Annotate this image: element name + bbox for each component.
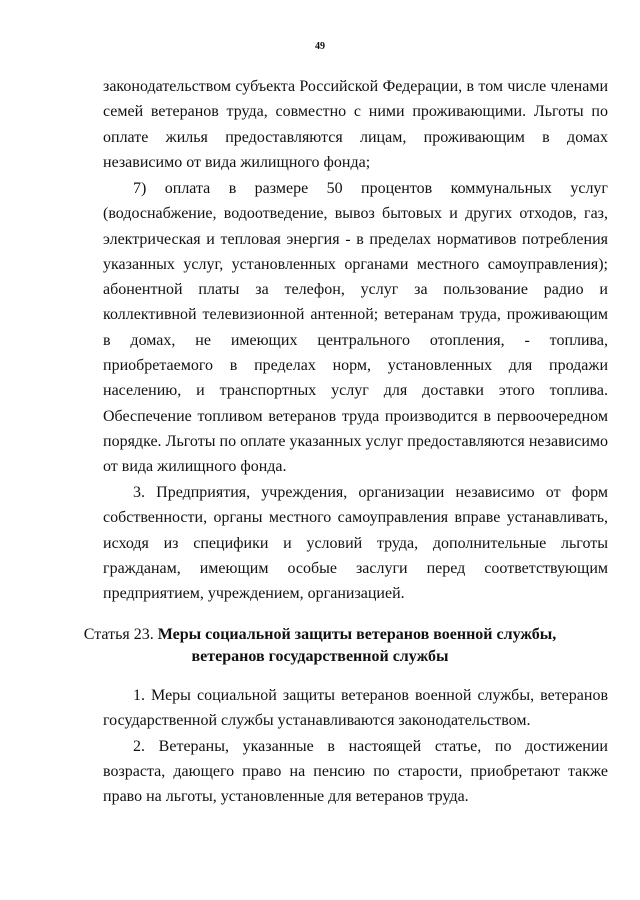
article-heading-line-2 bbox=[60, 646, 580, 668]
paragraph-continuation bbox=[103, 74, 608, 175]
text-line: абонентной платы за телефон, услуг за пользование радио и bbox=[103, 281, 608, 299]
text-line: в домах, не имеющих центрального отопления, - топлива, bbox=[103, 331, 608, 349]
text-line: коллективной телевизионной антенной; ветеранам труда, проживающим bbox=[103, 306, 608, 324]
paragraph-article-23 bbox=[103, 683, 608, 809]
text-line: Обеспечение топливом ветеранов труда производится в первоочередном bbox=[103, 407, 608, 425]
text-line: от вида жилищного фонда. bbox=[103, 458, 287, 476]
text-line: предприятием, учреждением, организацией. bbox=[103, 585, 405, 603]
text-line: исходя из специфики и условий труда, дополнительные льготы bbox=[103, 534, 608, 552]
text-line: приобретаемого в пределах норм, установленных для продажи bbox=[103, 357, 608, 375]
article-title-part-2: ветеранов государственной службы bbox=[191, 648, 449, 665]
text-line: независимо от вида жилищного фонда; bbox=[103, 153, 371, 171]
text-line: возраста, дающего право на пенсию по старости, приобретают также bbox=[103, 762, 608, 780]
text-line: 1. Меры социальной защиты ветеранов военной службы, ветеранов bbox=[133, 687, 608, 704]
text-line: 7) оплата в размере 50 процентов коммунальных услуг bbox=[133, 180, 608, 197]
text-line: населению, и транспортных услуг для доставки этого топлива. bbox=[103, 382, 608, 400]
text-line: 3. Предприятия, учреждения, организации независимо от форм bbox=[133, 484, 608, 501]
article-number: Статья 23. bbox=[83, 626, 154, 643]
text-line: указанных услуг, установленных органами местного самоуправления); bbox=[103, 255, 608, 273]
text-line: электрическая и тепловая энергия - в пределах нормативов потребления bbox=[103, 230, 608, 248]
text-line: собственности, органы местного самоуправления вправе устанавливать, bbox=[103, 509, 608, 527]
article-heading-line-1 bbox=[60, 624, 580, 646]
text-line: законодательством субъекта Российской Федерации, в том числе членами bbox=[103, 78, 608, 95]
text-line: семей ветеранов труда, совместно с ними проживающими. Льготы по bbox=[103, 103, 608, 121]
text-line: право на льготы, установленные для ветеранов труда. bbox=[103, 788, 469, 806]
text-line: порядке. Льготы по оплате указанных услуг предоставляются независимо bbox=[103, 432, 608, 450]
text-line: гражданам, имеющим особые заслуги перед соответствующим bbox=[103, 559, 608, 577]
page-number: 49 bbox=[315, 41, 325, 52]
article-heading bbox=[60, 624, 580, 668]
text-line: оплате жилья предоставляются лицам, проживающим в домах bbox=[103, 128, 608, 146]
text-line: 2. Ветераны, указанные в настоящей статье, по достижении bbox=[133, 737, 608, 755]
paragraph-item-7 bbox=[103, 176, 608, 480]
article-title-part-1: Меры социальной защиты ветеранов военной службы, bbox=[157, 626, 557, 643]
text-line: (водоснабжение, водоотведение, вывоз бытовых и других отходов, газ, bbox=[103, 205, 608, 223]
paragraph-part-3 bbox=[103, 480, 608, 606]
text-line: государственной службы устанавливаются законодательством. bbox=[103, 712, 531, 730]
